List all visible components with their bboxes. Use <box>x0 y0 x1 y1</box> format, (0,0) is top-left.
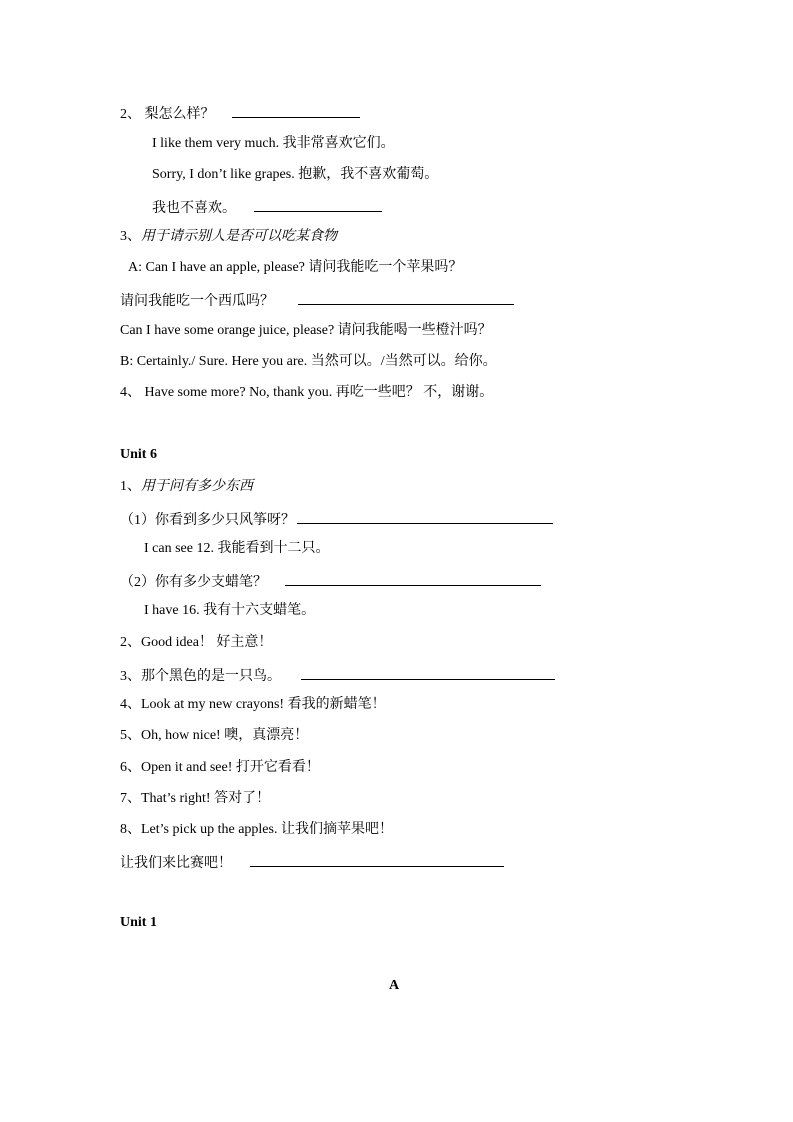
answer-blank[interactable] <box>254 197 382 212</box>
line-orange-juice: Can I have some orange juice, please? 请问我能喝一些橙汁吗？ <box>120 323 492 338</box>
section-a-heading: A <box>389 978 400 993</box>
section-number: 3、 <box>120 229 141 244</box>
line-lets-race-text: 让我们来比赛吧！ <box>120 856 232 871</box>
line-black-bird-text: 3、那个黑色的是一只鸟。 <box>120 669 281 684</box>
line-certainly: B: Certainly./ Sure. Here you are. 当然可以。/当然可以。给你。 <box>120 354 497 369</box>
answer-blank[interactable] <box>297 509 553 524</box>
line-i-can-see-12: I can see 12. 我能看到十二只。 <box>144 541 330 556</box>
line-me-neither-text: 我也不喜欢。 <box>152 201 236 216</box>
line-can-i-have-apple: A: Can I have an apple, please? 请问我能吃一个苹果吗？ <box>128 260 463 275</box>
answer-blank[interactable] <box>250 852 504 867</box>
line-how-many-kites-text: （1）你看到多少只风筝呀？ <box>120 513 295 528</box>
line-pear <box>120 103 360 124</box>
line-how-many-crayons <box>120 571 541 592</box>
line-pear-text: 2、 梨怎么样？ <box>120 107 215 122</box>
answer-blank[interactable] <box>285 571 541 586</box>
line-open-it: 6、Open it and see! 打开它看看！ <box>120 760 320 775</box>
unit1-heading: Unit 1 <box>120 915 157 930</box>
line-pick-apples: 8、Let’s pick up the apples. 让我们摘苹果吧！ <box>120 822 393 837</box>
line-how-many-crayons-text: （2）你有多少支蜡笔？ <box>120 575 267 590</box>
line-me-neither <box>152 197 382 218</box>
line-watermelon-text: 请问我能吃一个西瓜吗？ <box>120 294 274 309</box>
unit6-heading: Unit 6 <box>120 447 157 462</box>
section-number: 1、 <box>120 479 141 494</box>
line-how-nice: 5、Oh, how nice! 噢，真漂亮！ <box>120 728 309 743</box>
answer-blank[interactable] <box>232 103 360 118</box>
answer-blank[interactable] <box>301 665 555 680</box>
line-how-many-kites <box>120 509 553 530</box>
line-like-them: I like them very much. 我非常喜欢它们。 <box>152 136 395 151</box>
line-thats-right: 7、That’s right! 答对了！ <box>120 791 271 806</box>
line-have-some-more: 4、 Have some more? No, thank you. 再吃一些吧？ 不，谢谢。 <box>120 385 494 400</box>
line-new-crayons: 4、Look at my new crayons! 看我的新蜡笔！ <box>120 697 386 712</box>
line-black-bird <box>120 665 555 686</box>
line-sorry-grapes: Sorry, I don’t like grapes. 抱歉，我不喜欢葡萄。 <box>152 167 439 182</box>
line-section-request-food <box>120 228 337 246</box>
section-title: 用于请示别人是否可以吃某食物 <box>141 229 337 244</box>
line-good-idea: 2、Good idea！ 好主意！ <box>120 635 273 650</box>
line-section-how-many <box>120 478 253 496</box>
line-lets-race <box>120 852 504 873</box>
line-i-have-16: I have 16. 我有十六支蜡笔。 <box>144 603 316 618</box>
answer-blank[interactable] <box>298 290 514 305</box>
section-title: 用于问有多少东西 <box>141 479 253 494</box>
line-watermelon <box>120 290 514 311</box>
